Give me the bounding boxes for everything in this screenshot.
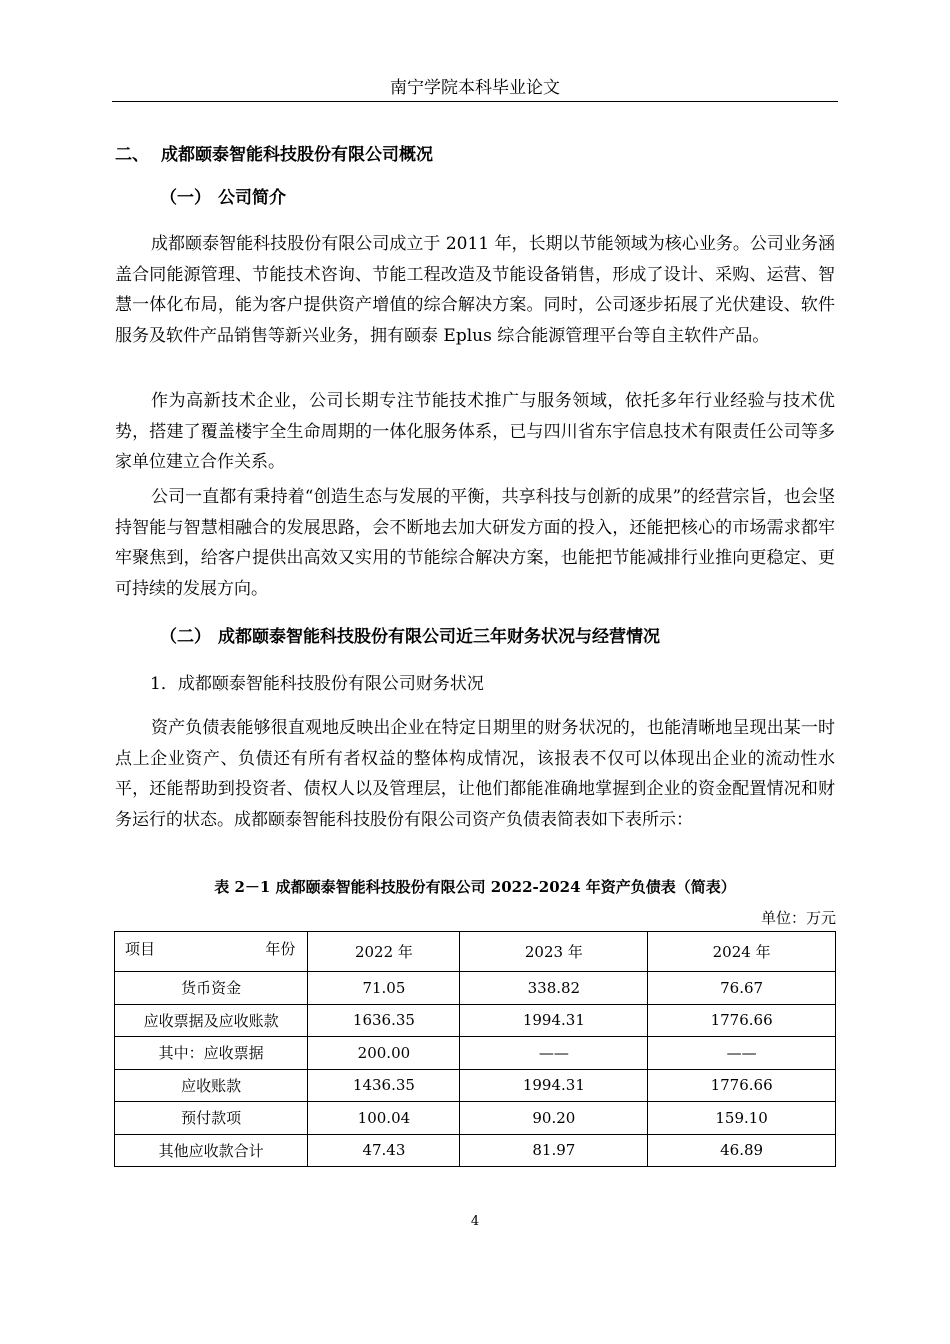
- row-label: 预付款项: [115, 1102, 308, 1135]
- table-cell: 338.82: [460, 972, 648, 1005]
- section-title: 成都颐泰智能科技股份有限公司概况: [161, 145, 433, 165]
- table-caption: 表 2－1 成都颐泰智能科技股份有限公司 2022-2024 年资产负债表（简表）: [214, 878, 736, 896]
- year-header: 2023 年: [460, 932, 648, 972]
- table-row: [115, 1134, 836, 1167]
- page-number: 4: [470, 1214, 480, 1229]
- balance-sheet-table: [114, 931, 836, 1167]
- corner-label-year: 年份: [265, 940, 296, 958]
- table-unit: 单位：万元: [760, 909, 836, 927]
- table-cell: 1776.66: [648, 1004, 836, 1037]
- table-cell: ——: [460, 1037, 648, 1070]
- subsection-title: 成都颐泰智能科技股份有限公司近三年财务状况与经营情况: [218, 627, 660, 647]
- row-label: 应收票据及应收账款: [115, 1004, 308, 1037]
- table-cell: 1994.31: [460, 1004, 648, 1037]
- table-cell: 1436.35: [308, 1069, 460, 1102]
- row-label: 货币资金: [115, 972, 308, 1005]
- table-row: [115, 1037, 836, 1070]
- paragraph: 公司一直都有秉持着“创造生态与发展的平衡，共享科技与创新的成果”的经营宗旨，也会坚持智能与智慧相融合的发展思路，会不断地去加大研发方面的投入，还能把核心的市场需求都牢牢聚焦到，给客户提供出高效又实用的节能综合解决方案，也能把节能减排行业推向更稳定、更可持续的发展方向。: [115, 487, 835, 599]
- section-heading: [115, 142, 433, 168]
- subsection-number: （二）: [160, 627, 211, 647]
- table-cell: 90.20: [460, 1102, 648, 1135]
- paragraph: 资产负债表能够很直观地反映出企业在特定日期里的财务状况的，也能清晰地呈现出某一时点上企业资产、负债还有所有者权益的整体构成情况，该报表不仅可以体现出企业的流动性水平，还能帮助到投资者、债权人以及管理层，让他们都能准确地掌握到企业的资金配置情况和财务运行的状态。成都颐泰智能科技股份有限公司资产负债表简表如下表所示：: [115, 718, 835, 830]
- corner-label-item: 项目: [125, 940, 156, 958]
- table-cell: 71.05: [308, 972, 460, 1005]
- table-header-row: [115, 932, 836, 972]
- table-row: [115, 1102, 836, 1135]
- row-label: 应收账款: [115, 1069, 308, 1102]
- year-header: 2022 年: [308, 932, 460, 972]
- table-row: [115, 972, 836, 1005]
- table-cell: 159.10: [648, 1102, 836, 1135]
- table-cell: 46.89: [648, 1134, 836, 1167]
- table-cell: 200.00: [308, 1037, 460, 1070]
- table-cell: 76.67: [648, 972, 836, 1005]
- table-row: [115, 1069, 836, 1102]
- table-cell: ——: [648, 1037, 836, 1070]
- subsection-heading-1: [160, 185, 286, 211]
- table-cell: 81.97: [460, 1134, 648, 1167]
- row-label: 其他应收款合计: [115, 1134, 308, 1167]
- table-cell: 1776.66: [648, 1069, 836, 1102]
- numbered-subheading: 1．成都颐泰智能科技股份有限公司财务状况: [150, 674, 484, 694]
- paragraph: 成都颐泰智能科技股份有限公司成立于 2011 年，长期以节能领域为核心业务。公司业务涵盖合同能源管理、节能技术咨询、节能工程改造及节能设备销售，形成了设计、采购、运营、智慧一体化布局，能为客户提供资产增值的综合解决方案。同时，公司逐步拓展了光伏建设、软件服务及软件产品销售等新兴业务，拥有颐泰 Eplus 综合能源管理平台等自主软件产品。: [115, 234, 835, 346]
- table-cell: 1994.31: [460, 1069, 648, 1102]
- paragraph: 作为高新技术企业，公司长期专注节能技术推广与服务领域，依托多年行业经验与技术优势，搭建了覆盖楼宇全生命周期的一体化服务体系，已与四川省东宇信息技术有限责任公司等多家单位建立合作关系。: [115, 391, 835, 472]
- table-cell: 47.43: [308, 1134, 460, 1167]
- table-cell: 1636.35: [308, 1004, 460, 1037]
- row-label: 其中：应收票据: [115, 1037, 308, 1070]
- subsection-number: （一）: [160, 188, 211, 208]
- table-cell: 100.04: [308, 1102, 460, 1135]
- subsection-title: 公司简介: [218, 188, 286, 208]
- table-row: [115, 1004, 836, 1037]
- page-header: 南宁学院本科毕业论文: [390, 78, 560, 98]
- header-rule: [112, 101, 838, 102]
- section-number: 二、: [115, 145, 149, 165]
- subsection-heading-2: [160, 624, 660, 650]
- year-header: 2024 年: [648, 932, 836, 972]
- table-corner-cell: [115, 932, 308, 972]
